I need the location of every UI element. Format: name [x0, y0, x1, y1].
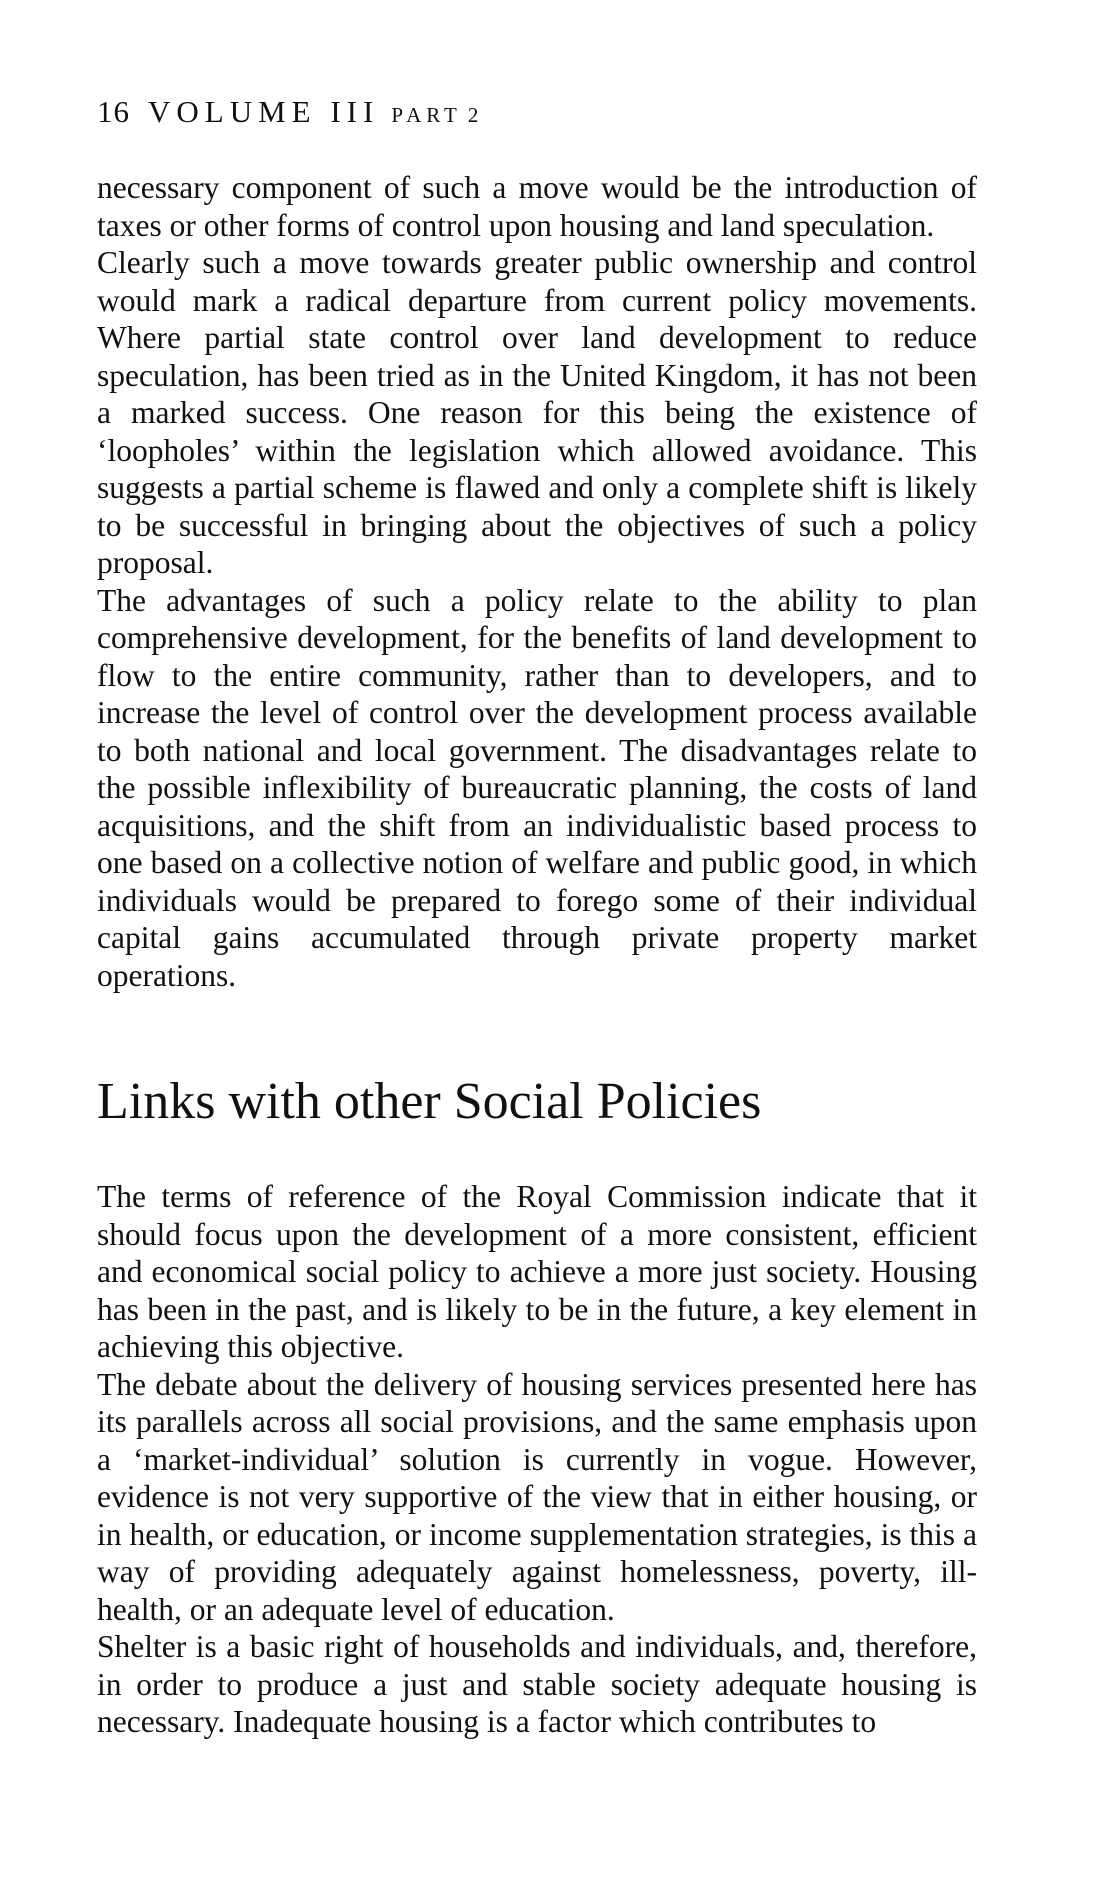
body-text-top [97, 169, 977, 994]
paragraph: Shelter is a basic right of households and individuals, and, therefore, in order to produce a just and stable society adequate housing is necessary. Inadequate housing is a factor which contributes to [97, 1629, 977, 1739]
volume-label: VOLUME III [148, 94, 380, 129]
part-label: PART [391, 103, 462, 127]
paragraph: The terms of reference of the Royal Commission indicate that it should focus upon the development of a more consistent, efficient and economical social policy to achieve a more just society. Housing has been in the past, and is likely to be in the future, a key element in achieving this objective. [97, 1179, 977, 1364]
running-head [97, 92, 977, 132]
paragraph: Clearly such a move towards greater public ownership and control would mark a radical departure from current policy movements. Where partial state control over land development to reduce speculation, has been tried as in the United Kingdom, it has not been a marked success. One reason for this being the existence of ‘loopholes’ within the legislation which allowed avoidance. This suggests a partial scheme is flawed and only a complete shift is likely to be successful in bringing about the objectives of such a policy proposal. [97, 245, 977, 580]
book-page [97, 92, 977, 1741]
paragraph: necessary component of such a move would be the introduction of taxes or other forms of control upon housing and land speculation. [97, 170, 977, 243]
section-heading: Links with other Social Policies [97, 1073, 762, 1130]
paragraph: The advantages of such a policy relate to the ability to plan comprehensive development, for the benefits of land development to flow to the entire community, rather than to developers, and to increase the level of control over the development process available to both national and local government. The disadvantages relate to the possible inflexibility of bureaucratic planning, the costs of land acquisitions, and the shift from an individualistic based process to one based on a collective notion of welfare and public good, in which individuals would be prepared to forego some of their individual capital gains accumulated through private property market operations. [97, 582, 977, 993]
part-number: 2 [467, 103, 482, 127]
page-number: 16 [97, 94, 130, 129]
body-text-bottom [97, 1178, 977, 1741]
paragraph: The debate about the delivery of housing services presented here has its parallels across all social provisions, and the same emphasis upon a ‘market-individual’ solution is currently in vogue. However, evidence is not very supportive of the view that in either housing, or in health, or education, or income supplementation strategies, is this a way of providing adequately against homelessness, poverty, ill-health, or an adequate level of education. [97, 1366, 977, 1627]
